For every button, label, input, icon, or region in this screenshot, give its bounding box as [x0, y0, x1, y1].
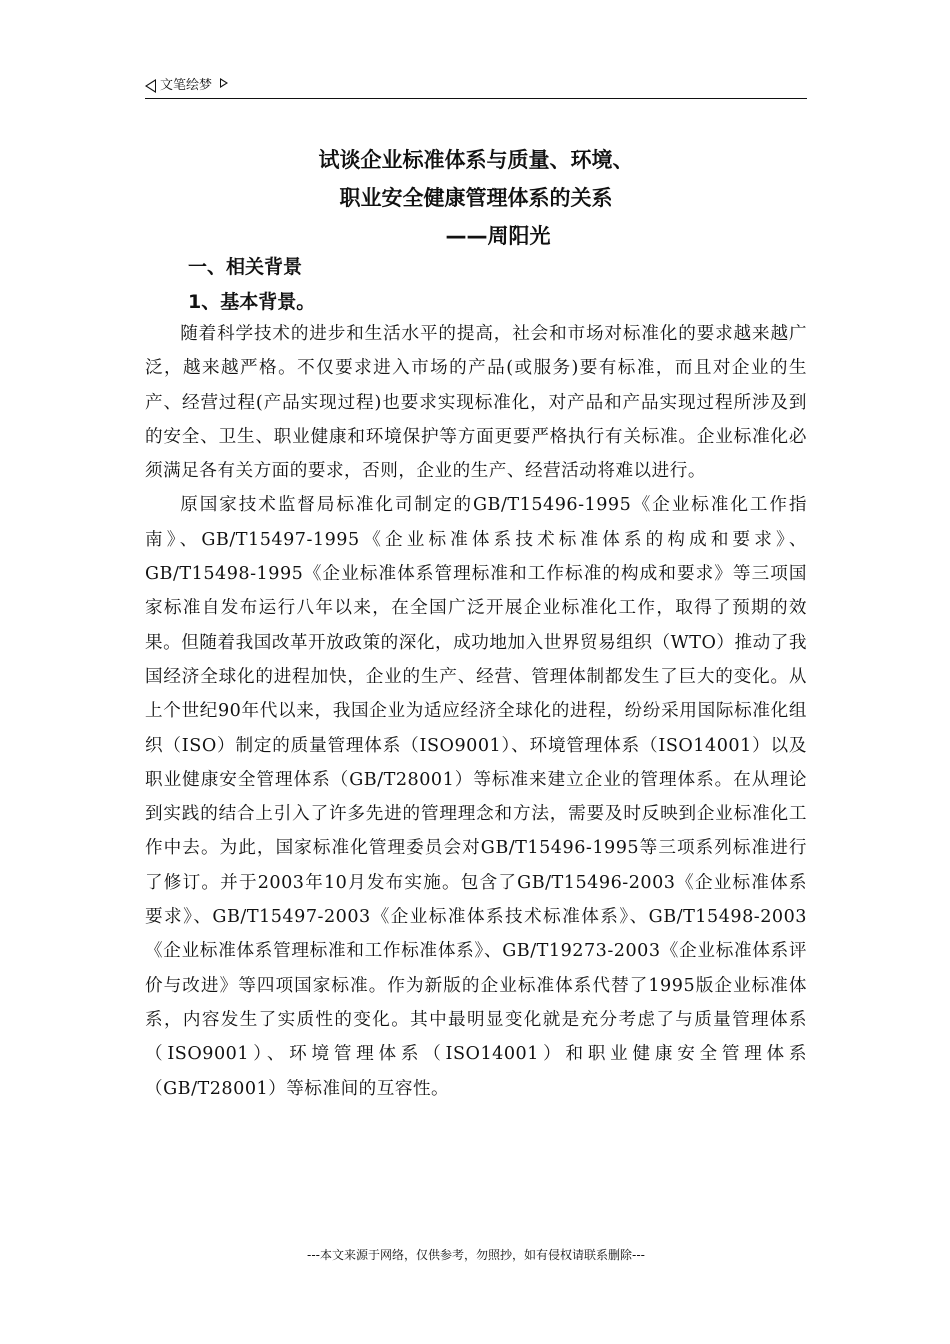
page-header [145, 74, 807, 99]
body-text [145, 317, 807, 1106]
paragraph: 原国家技术监督局标准化司制定的GB/T15496-1995《企业标准化工作指南》、GB/T15497-1995《企业标准体系技术标准体系的构成和要求》、GB/T15498-1995《企业标准体系管理标准和工作标准的构成和要求》等三项国家标准自发布运行八年以来，在全国广泛开展企业标准化工作，取得了预期的效果。但随着我国改革开放政策的深化，成功地加入世界贸易组织（WTO）推动了我国经济全球化的进程加快，企业的生产、经营、管理体制都发生了巨大的变化。从上个世纪90年代以来，我国企业为适应经济全球化的进程，纷纷采用国际标准化组织（ISO）制定的质量管理体系（ISO9001）、环境管理体系（ISO14001）以及职业健康安全管理体系（GB/T28001）等标准来建立企业的管理体系。在从理论到实践的结合上引入了许多先进的管理理念和方法，需要及时反映到企业标准化工作中去。为此，国家标准化管理委员会对GB/T15496-1995等三项系列标准进行了修订。并于2003年10月发布实施。包含了GB/T15496-2003《企业标准体系要求》、GB/T15497-2003《企业标准体系技术标准体系》、GB/T15498-2003《企业标准体系管理标准和工作标准体系》、GB/T19273-2003《企业标准体系评价与改进》等四项国家标准。作为新版的企业标准体系代替了1995版企业标准体系，内容发生了实质性的变化。其中最明显变化就是充分考虑了与质量管理体系（ISO9001）、环境管理体系（ISO14001）和职业健康安全管理体系（GB/T28001）等标准间的互容性。 [145, 495, 807, 1099]
title-line-2: 职业安全健康管理体系的关系 [339, 186, 613, 210]
paragraph: 随着科学技术的进步和生活水平的提高，社会和市场对标准化的要求越来越广泛，越来越严格。不仅要求进入市场的产品(或服务)要有标准，而且对企业的生产、经营过程(产品实现过程)也要求实现标准化，对产品和产品实现过程所涉及到的安全、卫生、职业健康和环境保护等方面更要严格执行有关标准。企业标准化必须满足各有关方面的要求，否则，企业的生产、经营活动将难以进行。 [145, 324, 807, 482]
triangle-right-icon [220, 78, 228, 88]
title-line-1: 试谈企业标准体系与质量、环境、 [318, 148, 634, 172]
author: ——周阳光 [445, 224, 551, 248]
footer-notice: ---本文来源于网络，仅供参考，勿照抄，如有侵权请联系删除--- [307, 1248, 645, 1262]
document-title [145, 141, 807, 255]
section-heading: 一、相关背景 [188, 256, 303, 278]
header-title: 文笔绘梦 [160, 78, 213, 93]
triangle-left-icon [145, 79, 156, 93]
subsection-heading: 1、基本背景。 [188, 291, 316, 313]
